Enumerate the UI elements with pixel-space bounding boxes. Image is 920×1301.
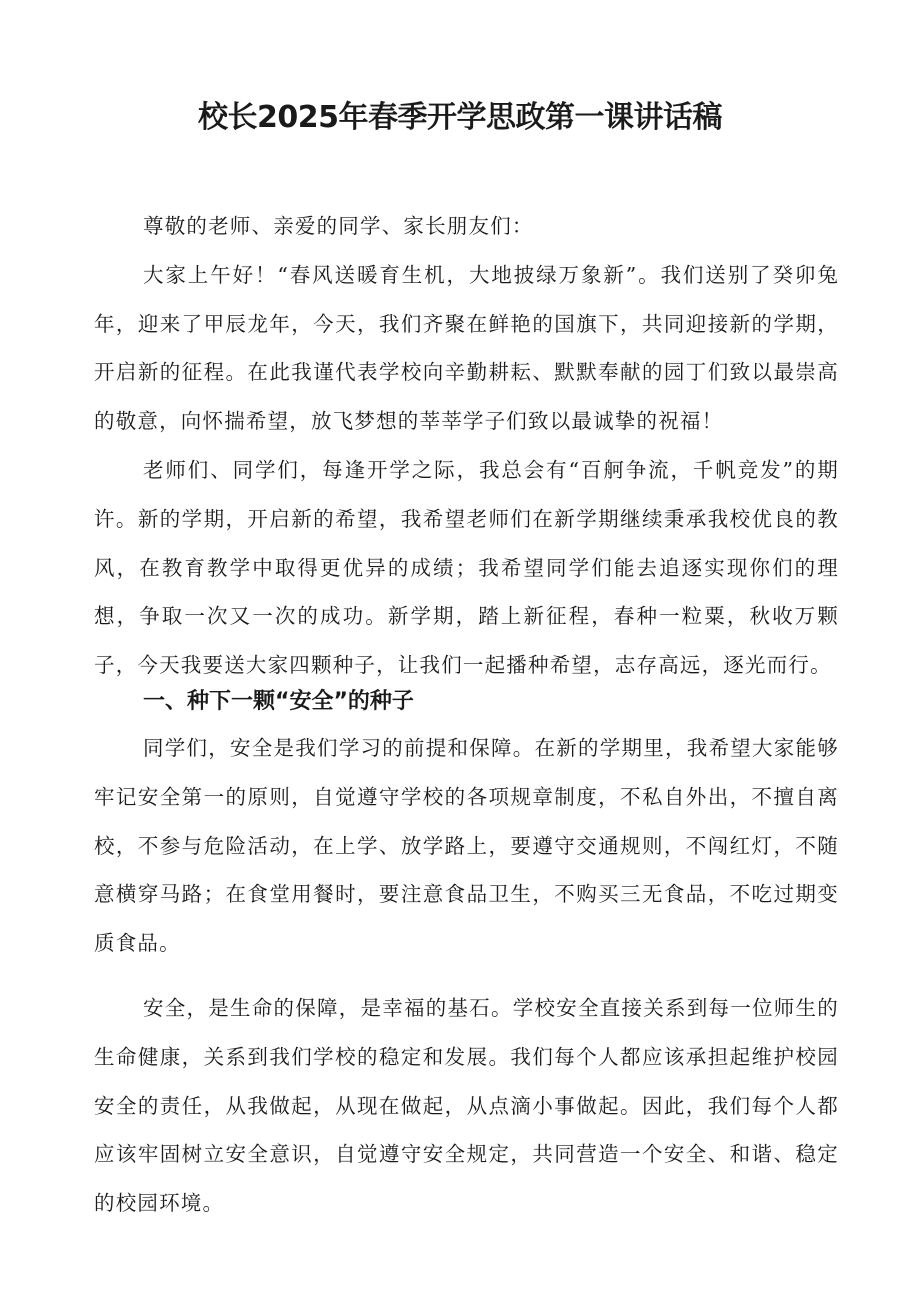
- intro-section: [94, 202, 839, 690]
- paragraph-safety-importance: 安全，是生命的保障，是幸福的基石。学校安全直接关系到每一位师生的生命健康，关系到我们学校的稳定和发展。我们每个人都应该承担起维护校园安全的责任，从我做起，从现在做起，从点滴小事做起。因此，我们每个人都应该牢固树立安全意识，自觉遵守安全规定，共同营造一个安全、和谐、稳定的校园环境。: [94, 995, 839, 1216]
- section-heading-safety: 一、种下一颗“安全”的种子: [143, 689, 414, 714]
- document-title: 校长2025年春季开学思政第一课讲话稿: [198, 100, 722, 135]
- paragraph-greeting: 大家上午好！“春风送暖育生机，大地披绿万象新”。我们送别了癸卯兔年，迎来了甲辰龙年，今天，我们齐聚在鲜艳的国旗下，共同迎接新的学期，开启新的征程。在此我谨代表学校向辛勤耕耘、默默奉献的园丁们致以最崇高的敬意，向怀揣希望，放飞梦想的莘莘学子们致以最诚挚的祝福！: [94, 262, 839, 434]
- salutation: 尊敬的老师、亲爱的同学、家长朋友们：: [143, 214, 534, 238]
- paragraph-safety-rules: 同学们，安全是我们学习的前提和保障。在新的学期里，我希望大家能够牢记安全第一的原则，自觉遵守学校的各项规章制度，不私自外出，不擅自离校，不参与危险活动，在上学、放学路上，要遵守交通规则，不闯红灯，不随意横穿马路；在食堂用餐时，要注意食品卫生，不购买三无食品，不吃过期变质食品。: [94, 736, 839, 956]
- paragraph-expectations: 老师们、同学们，每逢开学之际，我总会有“百舸争流，千帆竞发”的期许。新的学期，开启新的希望，我希望老师们在新学期继续秉承我校优良的教风，在教育教学中取得更优异的成绩；我希望同学们能去追逐实现你们的理想，争取一次又一次的成功。新学期，踏上新征程，春种一粒粟，秋收万颗子，今天我要送大家四颗种子，让我们一起播种希望，志存高远，逐光而行。: [94, 457, 839, 678]
- safety-section: [94, 724, 839, 1228]
